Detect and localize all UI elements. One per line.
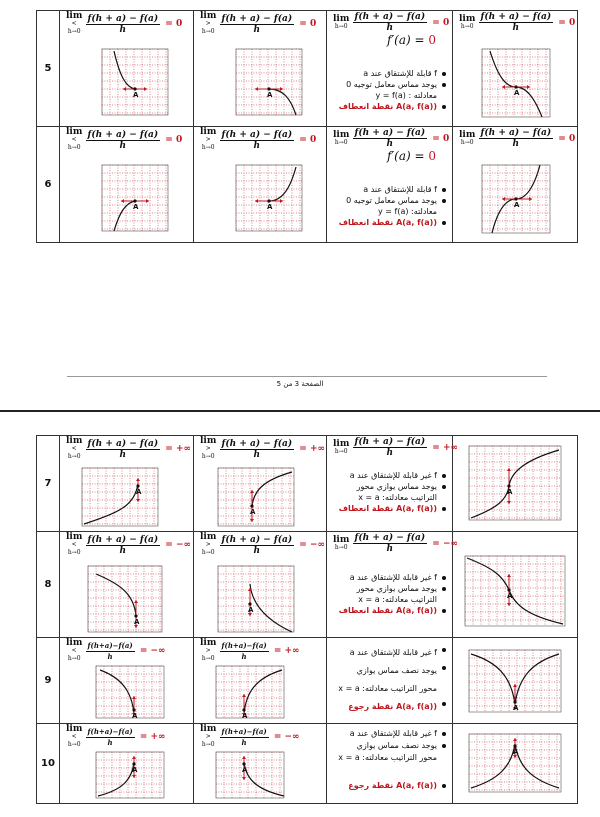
curve <box>98 762 134 796</box>
graph-svg <box>216 466 296 528</box>
right-limit: lim > h→0 $\frac{f(h + a) - f(a)}{h}$ = 0 <box>200 127 317 151</box>
curve <box>114 51 135 89</box>
conclusion-text: f قابلة للإشتقاق عند a يوجد مماس معامل توجيه 0 معادلته: y = f(a) A(a, f(a)) نقطة انعطاف <box>335 184 446 228</box>
graph-svg <box>100 47 170 117</box>
tangent-arrow <box>250 490 254 493</box>
grid-frame <box>465 556 565 626</box>
tangent-arrow <box>136 478 140 481</box>
tangent-arrow <box>123 87 126 91</box>
graph-right <box>214 750 286 800</box>
cell-left-limit <box>60 638 194 724</box>
left-limit: lim < h→0 $\frac{f(h+a)-f(a)}{h}$ = +∞ <box>66 724 166 748</box>
cell-left-limit <box>60 724 194 804</box>
graph-svg <box>234 163 304 233</box>
graph-svg <box>234 47 304 117</box>
graph-svg <box>94 664 166 720</box>
tangent-arrow <box>507 603 511 606</box>
graph-svg <box>467 444 563 522</box>
page-footer: الصفحة 3 من 5 <box>276 380 324 388</box>
graph-svg <box>480 47 552 119</box>
row-number: 5 <box>37 11 60 127</box>
cell-summary-graph <box>453 436 578 532</box>
tangent-arrow <box>132 756 136 759</box>
tangent-arrow <box>132 696 136 699</box>
tangent-arrow <box>529 197 532 201</box>
cell-right-limit <box>194 532 327 638</box>
left-limit: lim < h→0 $\frac{f(h+a)-f(a)}{h}$ = −∞ <box>66 638 166 662</box>
cell-right-limit <box>194 436 327 532</box>
point-a-label: A <box>248 606 254 614</box>
left-limit: lim < h→0 $\frac{f(h + a) - f(a)}{h}$ = 0 <box>66 127 183 151</box>
page-break <box>0 410 600 412</box>
both-limit: lim h→0 $\frac{f(h + a) - f(a)}{h}$ = +∞ <box>333 437 458 458</box>
tangent-arrow <box>255 199 258 203</box>
left-limit: lim < h→0 $\frac{f(h + a) - f(a)}{h}$ = −∞ <box>66 532 191 556</box>
table-top <box>36 10 578 243</box>
both-limit: lim h→0 $\frac{f(h + a) - f(a)}{h}$ = −∞ <box>333 533 458 554</box>
table-row <box>37 11 578 127</box>
curve <box>96 574 136 616</box>
tangent-arrow <box>136 499 140 502</box>
row-number: 9 <box>37 638 60 724</box>
grid-frame <box>218 468 294 526</box>
graph-left <box>100 163 170 233</box>
row-number: 6 <box>37 127 60 243</box>
graph-summary <box>480 47 552 119</box>
tangent-arrow <box>121 199 124 203</box>
right-limit: lim > h→0 $\frac{f(h+a)-f(a)}{h}$ = −∞ <box>200 724 300 748</box>
table-row <box>37 638 578 724</box>
conclusion-text: f غير قابلة للإشتقاق عند a يوجد مماس يوازي محور التراتيب معادلته: x = a A(a, f(a)) نقطة انعطاف <box>335 572 446 616</box>
right-limit: lim > h→0 $\frac{f(h + a) - f(a)}{h}$ = 0 <box>200 11 317 35</box>
graph-svg <box>480 163 552 235</box>
cell-right-limit <box>194 724 327 804</box>
curve <box>250 584 292 632</box>
right-limit: lim > h→0 $\frac{f(h + a) - f(a)}{h}$ = +∞ <box>200 436 325 460</box>
cell-conclusion <box>327 532 458 638</box>
cell-right-limit <box>194 11 327 127</box>
cell-summary-graph <box>453 127 578 243</box>
tangent-arrow <box>507 501 511 504</box>
tangent-arrow <box>250 519 254 522</box>
both-limit-summary: lim h→0 $\frac{f(h + a) - f(a)}{h}$ = 0 <box>459 12 576 33</box>
cell-left-limit <box>60 532 194 638</box>
graph-svg <box>216 564 296 634</box>
graph-right <box>214 664 286 720</box>
cell-left-limit <box>60 436 194 532</box>
cell-conclusion <box>327 11 453 127</box>
conclusion-text: f غير قابلة للإشتقاق عند a يوجد نصف مماس يوازي محور التراتيب معادلته: x = a A(a, f(a)) نقطة رجوع <box>335 728 446 792</box>
graph-summary <box>463 554 567 628</box>
conclusion-text: f غير قابلة للإشتقاق عند a يوجد نصف مماس يوازي محور التراتيب معادلته: x = a A(a, f(a)) نقطة رجوع <box>335 644 446 716</box>
cell-right-limit <box>194 127 327 243</box>
point-a-label: A <box>132 712 138 720</box>
curve <box>244 670 282 714</box>
tangent-arrow <box>513 684 517 687</box>
tangent-arrow <box>144 87 147 91</box>
cell-summary-graph <box>453 532 578 638</box>
point-a-label: A <box>136 488 142 496</box>
tangent-arrow <box>242 694 246 697</box>
graph-left <box>80 466 160 528</box>
graph-svg <box>100 163 170 233</box>
tangent-arrow <box>134 600 138 603</box>
tangent-arrow <box>507 574 511 577</box>
conclusion-text: f قابلة للإشتقاق عند a يوجد مماس معامل توجيه 0 معادلته : y = f(a) A(a, f(a)) نقطة انعطاف <box>335 68 446 112</box>
curve <box>467 558 563 624</box>
cell-conclusion <box>327 436 458 532</box>
conclusion-text: f غير قابلة للإشتقاق عند a يوجد مماس يوازي محور التراتيب معادلته: x = a A(a, f(a)) نقطة انعطاف <box>335 470 446 514</box>
cell-summary-graph <box>453 11 578 127</box>
cell-left-limit <box>60 11 194 127</box>
table-row <box>37 532 578 638</box>
cell-summary-graph <box>453 724 578 804</box>
curve <box>114 201 135 231</box>
table-row <box>37 724 578 804</box>
row-number: 8 <box>37 532 60 638</box>
tangent-arrow <box>146 199 149 203</box>
point-a-label: A <box>507 488 513 496</box>
cell-right-limit <box>194 638 327 724</box>
tangent-arrow <box>242 756 246 759</box>
tangent-arrow <box>255 87 258 91</box>
curve <box>471 450 559 518</box>
point-a-label: A <box>133 203 139 211</box>
tangent-arrow <box>502 85 505 89</box>
footer-divider <box>67 376 547 377</box>
cell-conclusion <box>327 127 453 243</box>
point-a-label: A <box>514 89 520 97</box>
graph-svg <box>467 648 563 714</box>
cell-summary-graph <box>453 638 578 724</box>
both-limit: lim h→0 $\frac{f(h + a) - f(a)}{h}$ = 0 <box>333 128 450 149</box>
tangent-arrow <box>280 199 283 203</box>
tangent-arrow <box>132 775 136 778</box>
grid-frame <box>469 446 561 520</box>
point-a-label: A <box>513 748 519 756</box>
tangent-arrow <box>280 87 283 91</box>
point-a-label: A <box>513 704 519 712</box>
graph-svg <box>463 554 567 628</box>
tangent-arrow <box>507 468 511 471</box>
graph-right <box>234 163 304 233</box>
left-limit: lim < h→0 $\frac{f(h + a) - f(a)}{h}$ = 0 <box>66 11 183 35</box>
tangent-arrow <box>513 738 517 741</box>
both-limit-summary: lim h→0 $\frac{f(h + a) - f(a)}{h}$ = 0 <box>459 128 576 149</box>
tangent-arrow <box>502 197 505 201</box>
cell-left-limit <box>60 127 194 243</box>
graph-right <box>234 47 304 117</box>
graph-summary <box>467 648 563 714</box>
graph-right <box>216 466 296 528</box>
row-number: 10 <box>37 724 60 804</box>
tangent-arrow <box>527 85 530 89</box>
cell-conclusion <box>327 638 453 724</box>
table-row <box>37 436 578 532</box>
graph-svg <box>467 732 563 794</box>
point-a-label: A <box>242 766 248 774</box>
graph-summary <box>467 732 563 794</box>
graph-svg <box>80 466 160 528</box>
graph-summary <box>467 444 563 522</box>
left-limit: lim < h→0 $\frac{f(h + a) - f(a)}{h}$ = +∞ <box>66 436 191 460</box>
point-a-label: A <box>250 508 256 516</box>
grid-frame <box>216 752 284 798</box>
point-a-label: A <box>132 766 138 774</box>
derivative-value: f′(a) = 0 <box>387 149 437 163</box>
row-number: 7 <box>37 436 60 532</box>
point-a-label: A <box>242 712 248 720</box>
both-limit: lim h→0 $\frac{f(h + a) - f(a)}{h}$ = 0 <box>333 12 450 33</box>
graph-left <box>100 47 170 117</box>
right-limit: lim > h→0 $\frac{f(h + a) - f(a)}{h}$ = −∞ <box>200 532 325 556</box>
graph-left <box>86 564 164 634</box>
graph-left <box>94 664 166 720</box>
graph-summary <box>480 163 552 235</box>
derivative-value: f′(a) = 0 <box>387 33 437 47</box>
graph-svg <box>214 664 286 720</box>
graph-svg <box>214 750 286 800</box>
grid-frame <box>82 468 158 526</box>
right-limit: lim > h→0 $\frac{f(h+a)-f(a)}{h}$ = +∞ <box>200 638 300 662</box>
point-a-label: A <box>267 91 273 99</box>
cell-conclusion <box>327 724 453 804</box>
point-a-label: A <box>514 201 520 209</box>
table-bottom <box>36 435 578 804</box>
graph-right <box>216 564 296 634</box>
point-a-label: A <box>267 203 273 211</box>
point-a-label: A <box>507 592 513 600</box>
graph-svg <box>86 564 164 634</box>
graph-left <box>94 750 166 800</box>
point-a-label: A <box>133 91 139 99</box>
tangent-arrow <box>242 777 246 780</box>
table-row <box>37 127 578 243</box>
curve <box>100 670 134 714</box>
graph-svg <box>94 750 166 800</box>
point-a-label: A <box>134 618 140 626</box>
